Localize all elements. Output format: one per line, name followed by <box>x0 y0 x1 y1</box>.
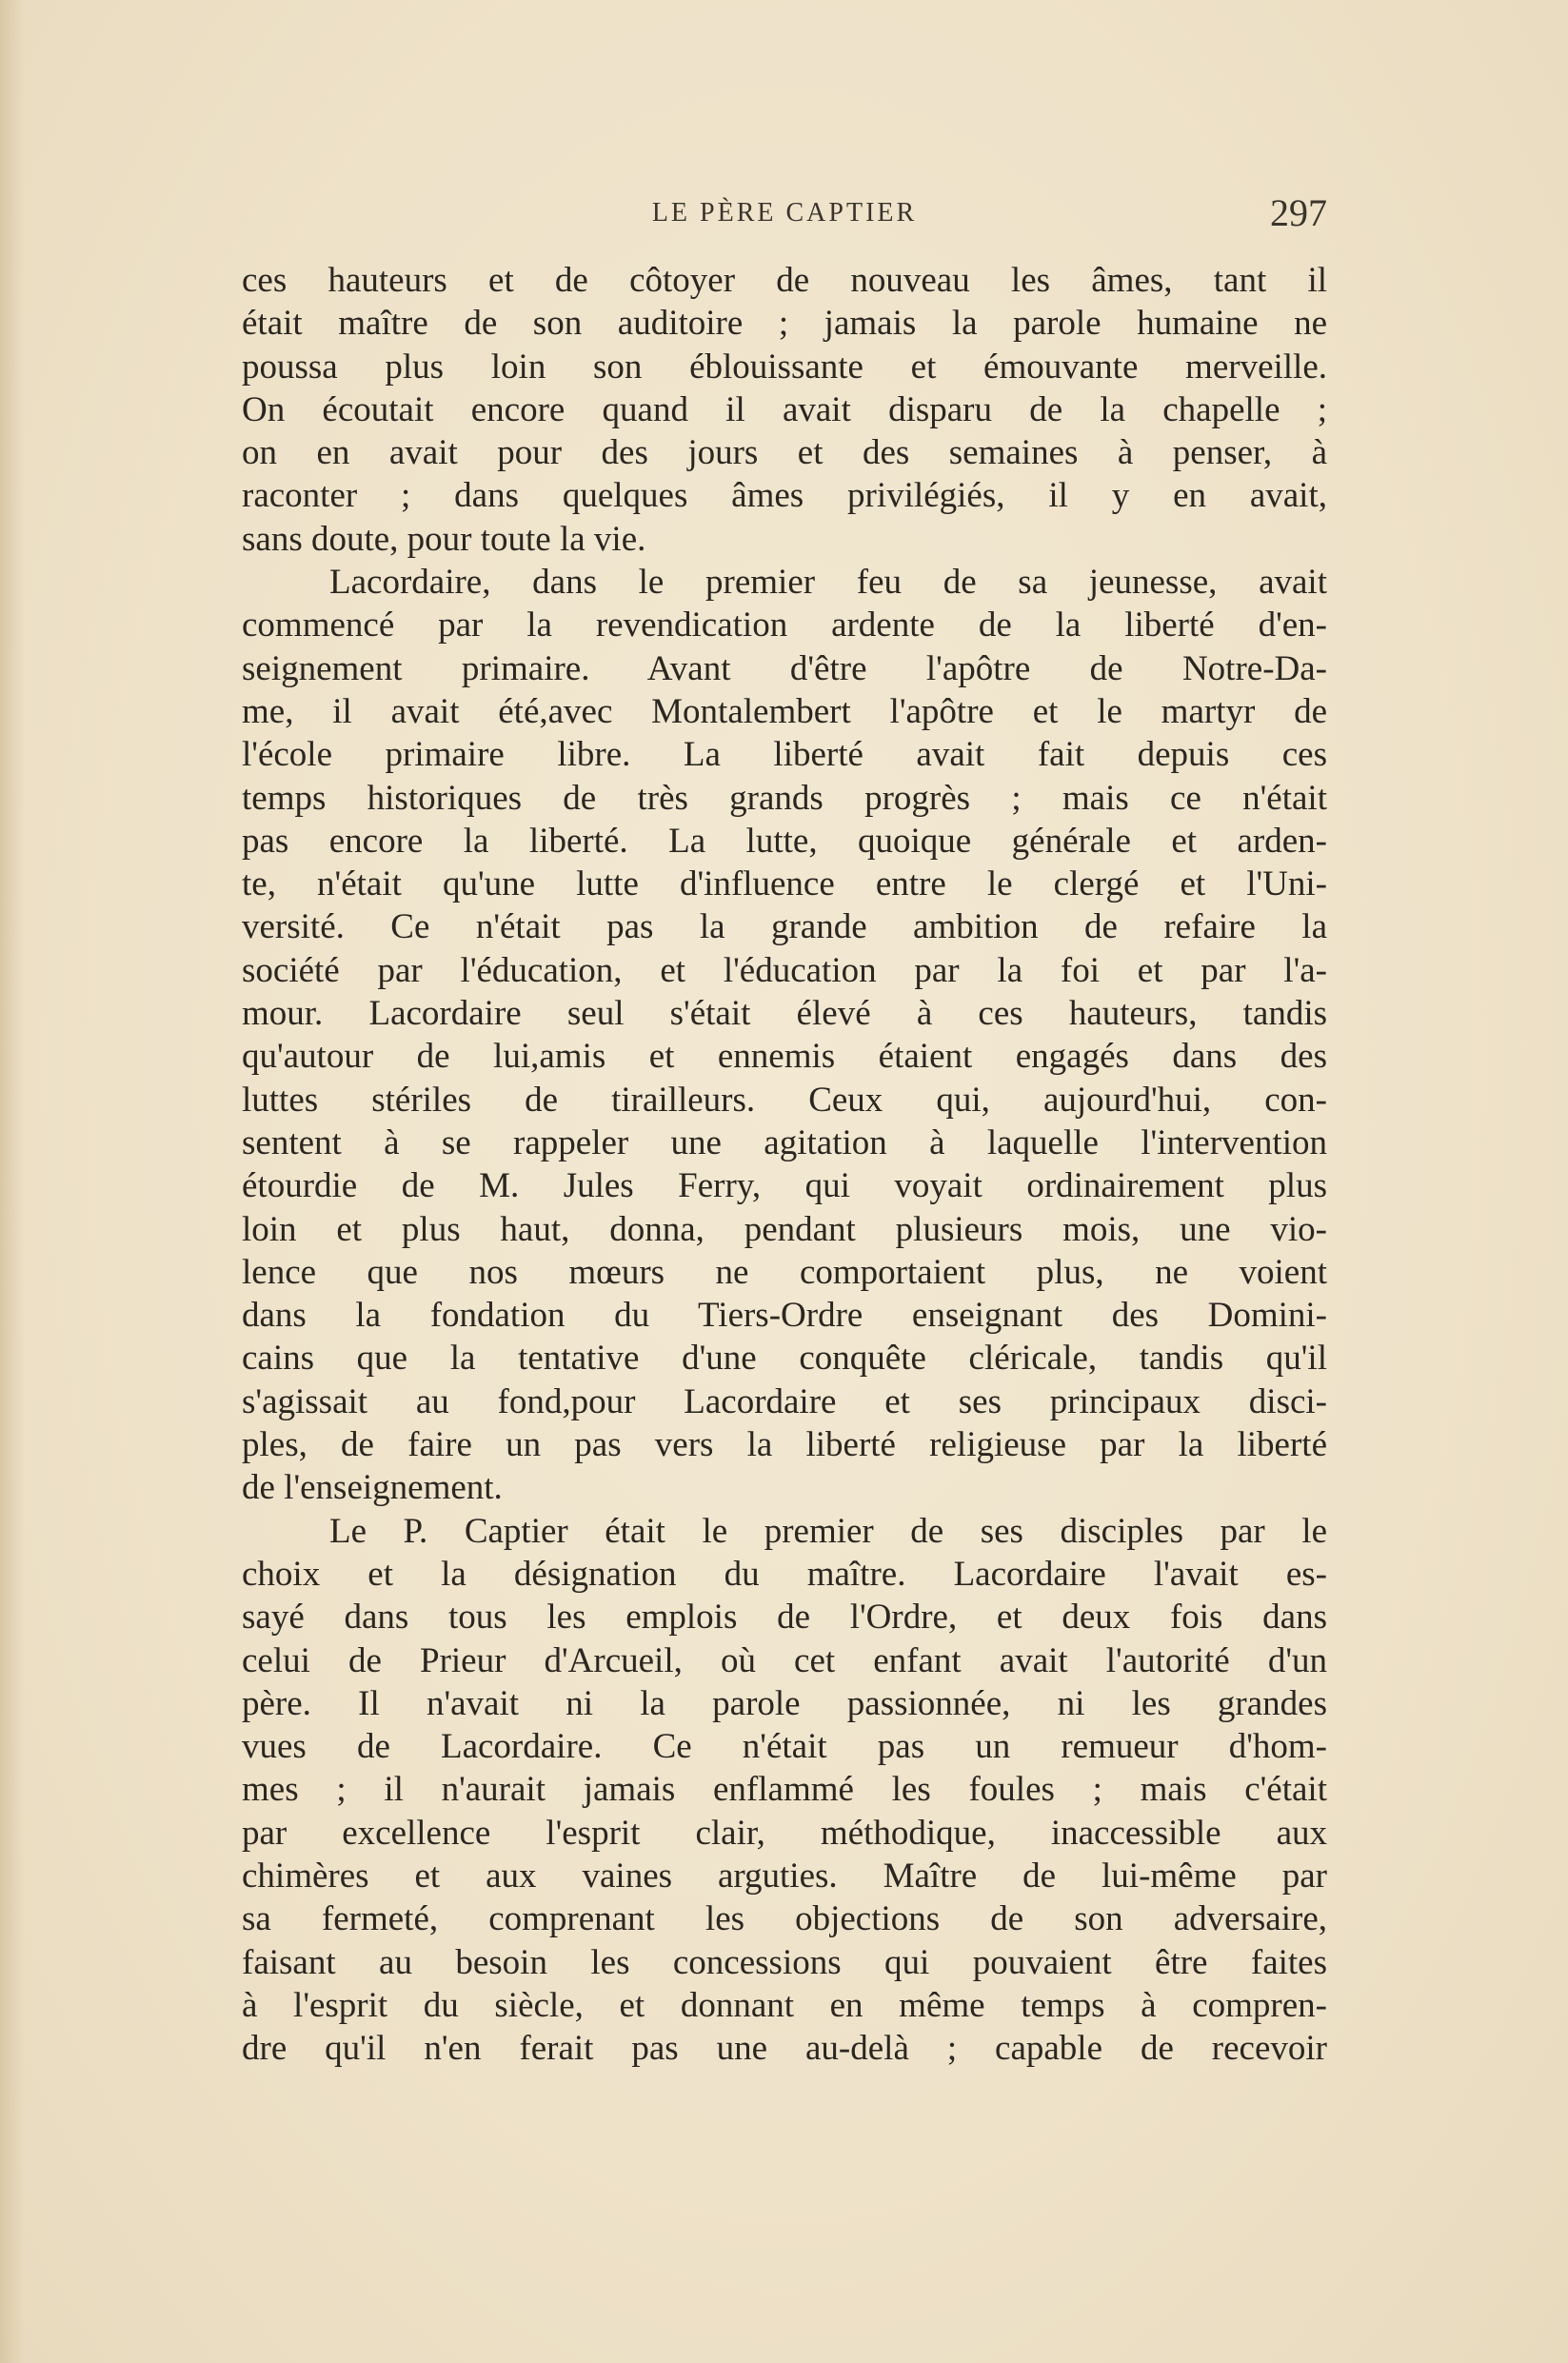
text-line: temps historiques de très grands progrès ; mais ce n'était <box>242 778 1327 818</box>
text-line: vues de Lacordaire. Ce n'était pas un remueur d'hom- <box>242 1727 1327 1767</box>
text-line: de l'enseignement. <box>242 1468 503 1508</box>
text-line: celui de Prieur d'Arcueil, où cet enfant avait l'autorité d'un <box>242 1640 1327 1680</box>
text-line: ples, de faire un pas vers la liberté religieuse par la liberté <box>242 1425 1327 1465</box>
text-line: sa fermeté, comprenant les objections de son adversaire, <box>242 1899 1327 1939</box>
text-line: société par l'éducation, et l'éducation par la foi et par l'a- <box>242 950 1327 990</box>
body-text <box>242 259 1327 2070</box>
text-line: seignement primaire. Avant d'être l'apôtre de Notre-Da- <box>242 648 1327 688</box>
paragraph-start-line: Le P. Captier était le premier de ses disciples par le <box>329 1511 1327 1551</box>
text-line: sans doute, pour toute la vie. <box>242 519 646 559</box>
text-line: étourdie de M. Jules Ferry, qui voyait ordinairement plus <box>242 1166 1327 1206</box>
text-line: dre qu'il n'en ferait pas une au-delà ; capable de recevoir <box>242 2029 1327 2069</box>
page-number: 297 <box>1270 191 1327 234</box>
text-line: choix et la désignation du maître. Lacordaire l'avait es- <box>242 1554 1327 1594</box>
text-line: était maître de son auditoire ; jamais la parole humaine ne <box>242 304 1327 344</box>
text-line: s'agissait au fond,pour Lacordaire et ses principaux disci- <box>242 1381 1327 1421</box>
text-line: commencé par la revendication ardente de la liberté d'en- <box>242 606 1327 645</box>
text-line: versité. Ce n'était pas la grande ambition de refaire la <box>242 907 1327 947</box>
text-line: mour. Lacordaire seul s'était élevé à ces hauteurs, tandis <box>242 994 1327 1034</box>
text-line: dans la fondation du Tiers-Ordre enseignant des Domini- <box>242 1296 1327 1336</box>
text-line: lence que nos mœurs ne comportaient plus, ne voient <box>242 1252 1327 1292</box>
text-line: me, il avait été,avec Montalembert l'apôtre et le martyr de <box>242 691 1327 731</box>
text-line: par excellence l'esprit clair, méthodique, inaccessible aux <box>242 1813 1327 1853</box>
text-line: poussa plus loin son éblouissante et émouvante merveille. <box>242 347 1327 387</box>
text-line: sayé dans tous les emplois de l'Ordre, et deux fois dans <box>242 1598 1327 1638</box>
text-line: mes ; il n'aurait jamais enflammé les foules ; mais c'était <box>242 1770 1327 1810</box>
page-header <box>242 190 1327 248</box>
text-line: te, n'était qu'une lutte d'influence entre le clergé et l'Uni- <box>242 864 1327 904</box>
text-line: loin et plus haut, donna, pendant plusieurs mois, une vio- <box>242 1209 1327 1249</box>
text-line: chimères et aux vaines arguties. Maître de lui-même par <box>242 1856 1327 1896</box>
text-line: raconter ; dans quelques âmes privilégiés, il y en avait, <box>242 476 1327 516</box>
page-edge-shadow <box>0 0 25 2363</box>
text-line: à l'esprit du siècle, et donnant en même temps à compren- <box>242 1985 1327 2025</box>
text-line: pas encore la liberté. La lutte, quoique générale et arden- <box>242 821 1327 861</box>
text-line: sentent à se rappeler une agitation à laquelle l'intervention <box>242 1122 1327 1162</box>
text-line: cains que la tentative d'une conquête cléricale, tandis qu'il <box>242 1339 1327 1379</box>
text-line: père. Il n'avait ni la parole passionnée, ni les grandes <box>242 1683 1327 1723</box>
text-line: ces hauteurs et de côtoyer de nouveau les âmes, tant il <box>242 261 1327 300</box>
running-title: LE PÈRE CAPTIER <box>651 198 918 228</box>
text-line: luttes stériles de tirailleurs. Ceux qui, aujourd'hui, con- <box>242 1080 1327 1120</box>
text-line: On écoutait encore quand il avait disparu de la chapelle ; <box>242 389 1327 429</box>
text-line: qu'autour de lui,amis et ennemis étaient engagés dans des <box>242 1037 1327 1077</box>
text-line: on en avait pour des jours et des semaines à penser, à <box>242 433 1327 473</box>
text-line: l'école primaire libre. La liberté avait fait depuis ces <box>242 735 1327 775</box>
text-line: faisant au besoin les concessions qui pouvaient être faites <box>242 1942 1327 1982</box>
paragraph-start-line: Lacordaire, dans le premier feu de sa jeunesse, avait <box>329 563 1327 603</box>
